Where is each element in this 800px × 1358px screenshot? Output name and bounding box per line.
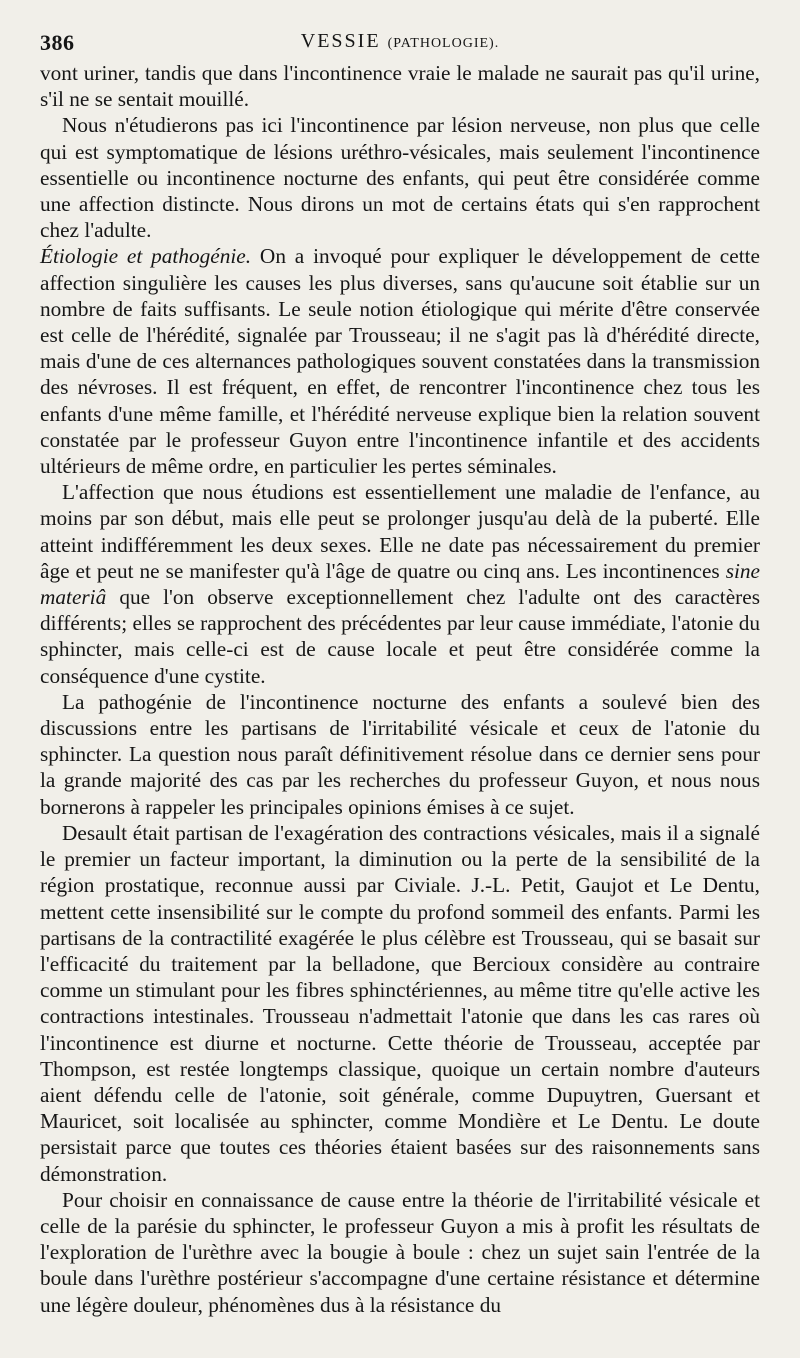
latin-term: sine materiâ: [40, 558, 760, 610]
paragraph-text: que l'on observe exceptionnellement chez l'adulte ont des caractères différents; elles se rapprochent des précédentes par leur cause immédiate, l'atonie du sphincter, mais celle-ci est de cause locale et peut être considérée comme la conséquence d'une cystite.: [40, 585, 760, 688]
running-head: [40, 24, 760, 60]
paragraph-continuation: [40, 60, 760, 112]
running-title-main: VESSIE: [300, 30, 381, 52]
paragraph-text: L'affection que nous étudions est essentiellement une maladie de l'enfance, au moins par son début, mais elle peut se prolonger jusqu'au delà de la puberté. Elle atteint indifféremment les deux sexes. Elle ne date pas nécessairement du premier âge et peut ne se manifester qu'à l'âge de quatre ou cinq ans. Les incontinences: [40, 480, 760, 583]
paragraph-text: Desault était partisan de l'exagération des contractions vésicales, mais il a signalé le premier un facteur important, la diminution ou la perte de la sensibilité de la région prostatique, reconnue aussi par Civiale. J.-L. Petit, Gaujot et Le Dentu, mettent cette insensibilité sur le compte du profond sommeil des enfants. Parmi les partisans de la contractilité exagérée le plus célèbre est Trousseau, qui se basait sur l'efficacité du traitement par la belladone, que Bercioux considère au contraire comme un stimulant pour les fibres sphinctériennes, au même titre qu'elle active les contractions intestinales. Trousseau n'admettait l'atonie que dans les cas rares où l'incontinence est diurne et nocturne. Cette théorie de Trousseau, acceptée par Thompson, est restée longtemps classique, quoique un certain nombre d'auteurs aient défendu celle de l'atonie, soit générale, comme Dupuytren, Guersant et Mauricet, soit localisée au sphincter, comme Mondière et Le Dentu. Le doute persistait parce que toutes ces théories étaient basées sur des raisonnements sans démonstration.: [40, 820, 760, 1186]
body-text: [40, 60, 760, 1318]
paragraph-etiology: [40, 243, 760, 479]
paragraph-text: vont uriner, tandis que dans l'incontinence vraie le malade ne saurait pas qu'il urine, s'il ne se sentait mouillé.: [40, 61, 760, 112]
paragraph-affection: [40, 479, 760, 689]
section-heading-etiology: Étiologie et pathogénie.: [40, 244, 252, 269]
paragraph-text: Nous n'étudierons pas ici l'incontinence par lésion nerveuse, non plus que celle qui est symptomatique de lésions uréthro-vésicales, mais seulement l'incontinence essentielle ou incontinence nocturne des enfants, qui peut être considérée comme une affection distincte. Nous dirons un mot de certains états qui s'en rapprochent chez l'adulte.: [40, 113, 760, 243]
paragraph-text: On a invoqué pour expliquer le développement de cette affection singulière les causes les plus diverses, sans qu'aucune soit établie sur un nombre de faits suffisants. Le seule notion étiologique qui mérite d'être conservée est celle de l'hérédité, signalée par Trousseau; il ne s'agit pas là d'hérédité directe, mais d'une de ces alternances pathologiques souvent constatées dans la transmission des névroses. Il est fréquent, en effet, de rencontrer l'incontinence chez tous les enfants d'une même famille, et l'hérédité nerveuse explique bien la relation souvent constatée par le professeur Guyon entre l'incontinence infantile et des accidents ultérieurs de même ordre, en particulier les pertes séminales.: [40, 244, 760, 479]
running-title-sub: (PATHOLOGIE).: [387, 36, 500, 51]
paragraph-pathogeny: [40, 689, 760, 820]
paragraph-desault: [40, 820, 760, 1187]
running-title: [40, 30, 760, 53]
paragraph-scope: [40, 112, 760, 243]
paragraph-text: Pour choisir en connaissance de cause entre la théorie de l'irritabilité vésicale et celle de la parésie du sphincter, le professeur Guyon a mis à profit les résultats de l'exploration de l'urèthre avec la bougie à boule : chez un sujet sain l'entrée de la boule dans l'urèthre postérieur s'accompagne d'une certaine résistance et détermine une légère douleur, phénomènes dus à la résistance du: [40, 1187, 760, 1317]
paragraph-text: La pathogénie de l'incontinence nocturne des enfants a soulevé bien des discussions entre les partisans de l'irritabilité vésicale et ceux de l'atonie du sphincter. La question nous paraît définitivement résolue dans ce dernier sens pour la grande majorité des cas par les recherches du professeur Guyon, et nous nous bornerons à rappeler les principales opinions émises à ce sujet.: [40, 689, 760, 819]
paragraph-guyon: [40, 1187, 760, 1318]
page-number: 386: [40, 30, 75, 55]
